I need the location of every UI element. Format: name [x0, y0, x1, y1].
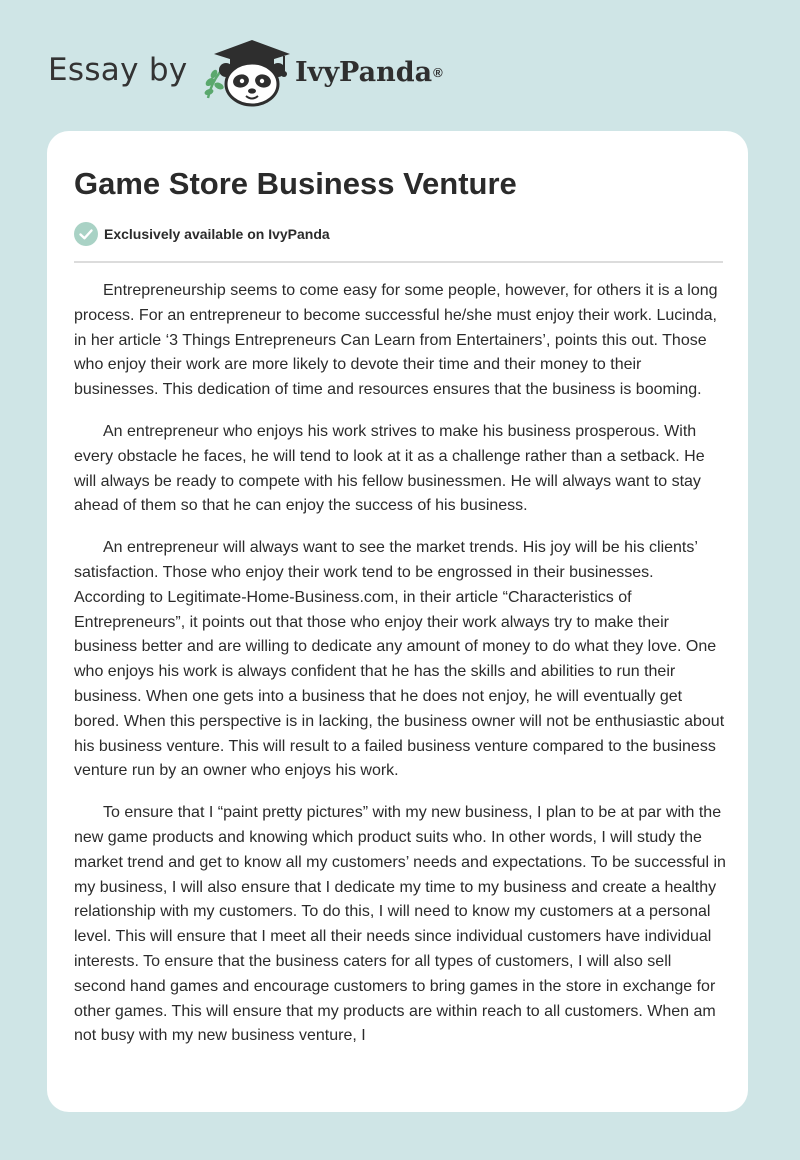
panda-graduation-cap-logo-icon[interactable]	[200, 36, 292, 108]
page-title: Game Store Business Venture	[74, 166, 517, 201]
site-header	[0, 0, 800, 130]
essay-body	[74, 279, 726, 1066]
paragraph: An entrepreneur will always want to see the market trends. His joy will be his clients’ satisfaction. Those who enjoy their work tend to be engrossed in their businesses. According to Legitimate-Home-Business.com, in their article “Characteristics of Entrepreneurs”, it points out that those who enjoy their work always try to make their business better and are willing to dedicate any amount of money to do what they love. One who enjoys his work is always confident that he has the skills and abilities to run their business. When one gets into a business that he does not enjoy, he will eventually get bored. When this perspective is in lacking, the business owner will not be enthusiastic about his business venture. This will result to a failed business venture compared to the business venture run by an owner who enjoys his work.	[74, 539, 725, 780]
essay-by-label: Essay by	[48, 52, 188, 88]
paragraph: An entrepreneur who enjoys his work strives to make his business prosperous. With every obstacle he faces, he will tend to look at it as a challenge rather than a setback. He will always be ready to compete with his fellow businessmen. He will always want to stay ahead of them so that he can enjoy the success of his business.	[74, 422, 705, 515]
brand-name[interactable]: IvyPanda®	[295, 57, 443, 88]
exclusive-badge	[74, 221, 330, 247]
exclusive-badge-label: Exclusively available on IvyPanda	[104, 226, 330, 242]
essay-card	[47, 131, 748, 1112]
paragraph: Entrepreneurship seems to come easy for some people, however, for others it is a long process. For an entrepreneur to become successful he/she must enjoy their work. Lucinda, in her article ‘3 Things Entrepreneurs Can Learn from Entertainers’, points this out. Those who enjoy their work are more likely to devote their time and their money to their businesses. This dedication of time and resources ensures that the business is booming.	[74, 282, 718, 399]
paragraph: To ensure that I “paint pretty pictures” with my new business, I plan to be at par with the new game products and knowing which product suits who. In other words, I will study the market trend and get to know all my customers’ needs and expectations. To be successful in my business, I will also ensure that I dedicate my time to my business and create a healthy relationship with my customers. To do this, I will need to know my customers at a personal level. This will ensure that I meet all their needs since individual customers have individual interests. To ensure that the business caters for all types of customers, I will also sell second hand games and encourage customers to bring games in the store in exchange for other games. This will ensure that my products are within reach to all customers. When am not busy with my new business venture, I	[74, 804, 726, 1045]
divider	[74, 261, 723, 263]
check-circle-icon	[74, 222, 98, 246]
registered-mark: ®	[433, 65, 443, 80]
